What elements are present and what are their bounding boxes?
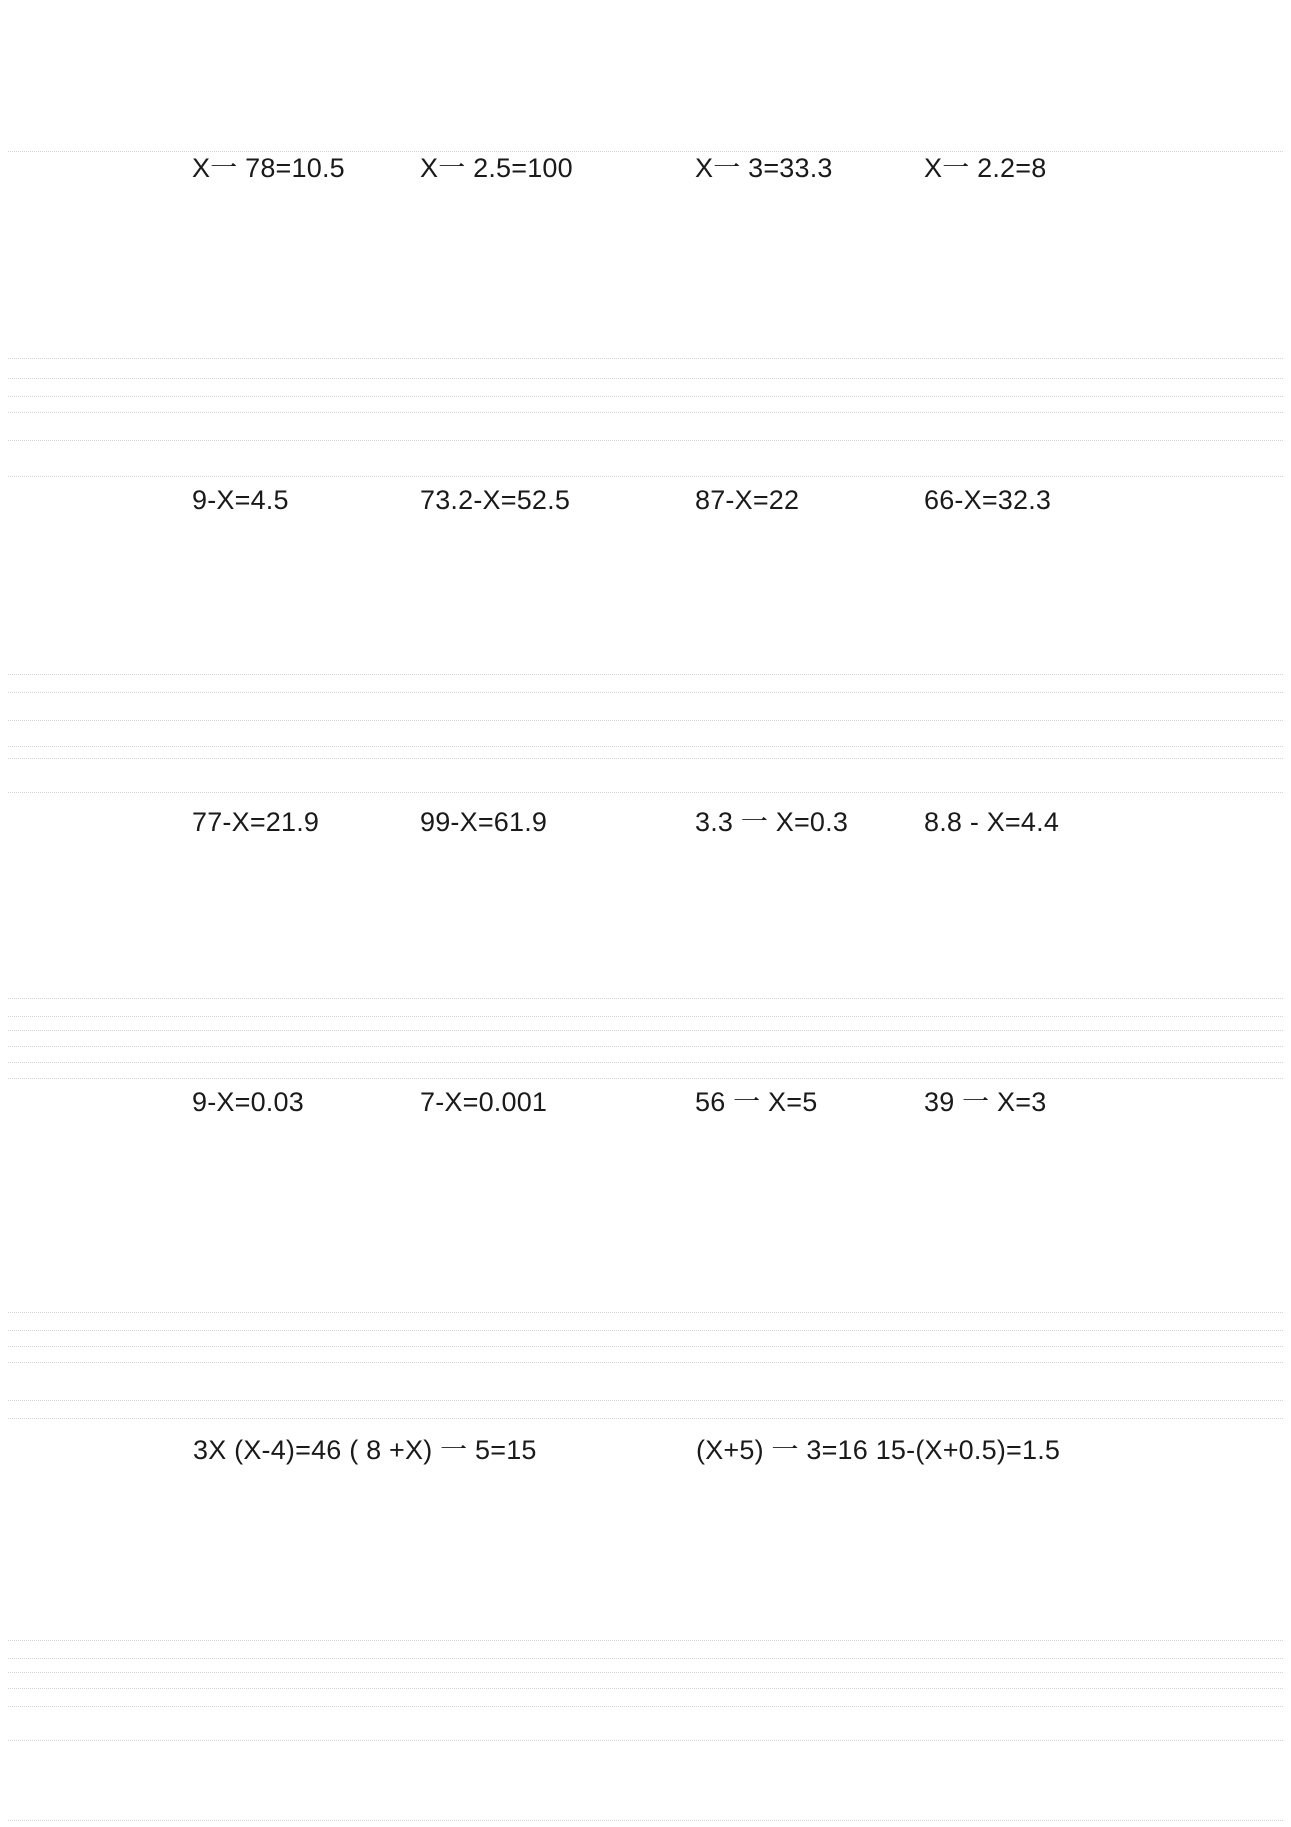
- ruled-line: [8, 1078, 1283, 1079]
- ruled-line: [8, 440, 1283, 441]
- ruled-line: [8, 692, 1283, 693]
- equation: 66-X=32.3: [924, 485, 1052, 515]
- ruled-line: [8, 1418, 1283, 1419]
- ruled-line: [8, 412, 1283, 413]
- equation: 87-X=22: [695, 485, 800, 515]
- equation: 39 一 X=3: [924, 1087, 1047, 1117]
- ruled-line: [8, 1346, 1283, 1347]
- ruled-line: [8, 1688, 1283, 1689]
- equation-row-2: [0, 480, 1291, 520]
- equation-row-1: [0, 148, 1291, 188]
- ruled-line: [8, 758, 1283, 759]
- ruled-line: [8, 1062, 1283, 1063]
- equation: 56 一 X=5: [695, 1087, 818, 1117]
- equation-row-5: [0, 1430, 1291, 1470]
- ruled-line: [8, 358, 1283, 359]
- ruled-line: [8, 1400, 1283, 1401]
- equation: 99-X=61.9: [420, 807, 548, 837]
- ruled-line: [8, 1658, 1283, 1659]
- equation: X一 3=33.3: [695, 153, 833, 183]
- ruled-line: [8, 396, 1283, 397]
- ruled-line: [8, 998, 1283, 999]
- ruled-line: [8, 1016, 1283, 1017]
- ruled-line: [8, 1330, 1283, 1331]
- equation: 9-X=4.5: [192, 485, 289, 515]
- equation-row-4: [0, 1082, 1291, 1122]
- ruled-line: [8, 1740, 1283, 1741]
- ruled-line: [8, 792, 1283, 793]
- ruled-line: [8, 378, 1283, 379]
- equation: (X+5) 一 3=16 15-(X+0.5)=1.5: [696, 1435, 1061, 1465]
- ruled-line: [8, 1672, 1283, 1673]
- equation: 73.2-X=52.5: [420, 485, 571, 515]
- ruled-line: [8, 1046, 1283, 1047]
- equation: 9-X=0.03: [192, 1087, 304, 1117]
- ruled-line: [8, 1706, 1283, 1707]
- equation: X一 2.2=8: [924, 153, 1047, 183]
- ruled-line: [8, 674, 1283, 675]
- ruled-line: [8, 746, 1283, 747]
- ruled-line: [8, 1362, 1283, 1363]
- equation: X一 2.5=100: [420, 153, 573, 183]
- ruled-line: [8, 1312, 1283, 1313]
- equation: 3X (X-4)=46 ( 8 +X) 一 5=15: [193, 1435, 537, 1465]
- equation: X一 78=10.5: [192, 153, 345, 183]
- equation: 7-X=0.001: [420, 1087, 548, 1117]
- ruled-line: [8, 1640, 1283, 1641]
- ruled-line: [8, 476, 1283, 477]
- ruled-line: [8, 1030, 1283, 1031]
- ruled-line: [8, 720, 1283, 721]
- equation: 3.3 一 X=0.3: [695, 807, 849, 837]
- equation: 77-X=21.9: [192, 807, 320, 837]
- equation: 8.8 - X=4.4: [924, 807, 1060, 837]
- ruled-line: [8, 1820, 1283, 1821]
- equation-row-3: [0, 802, 1291, 842]
